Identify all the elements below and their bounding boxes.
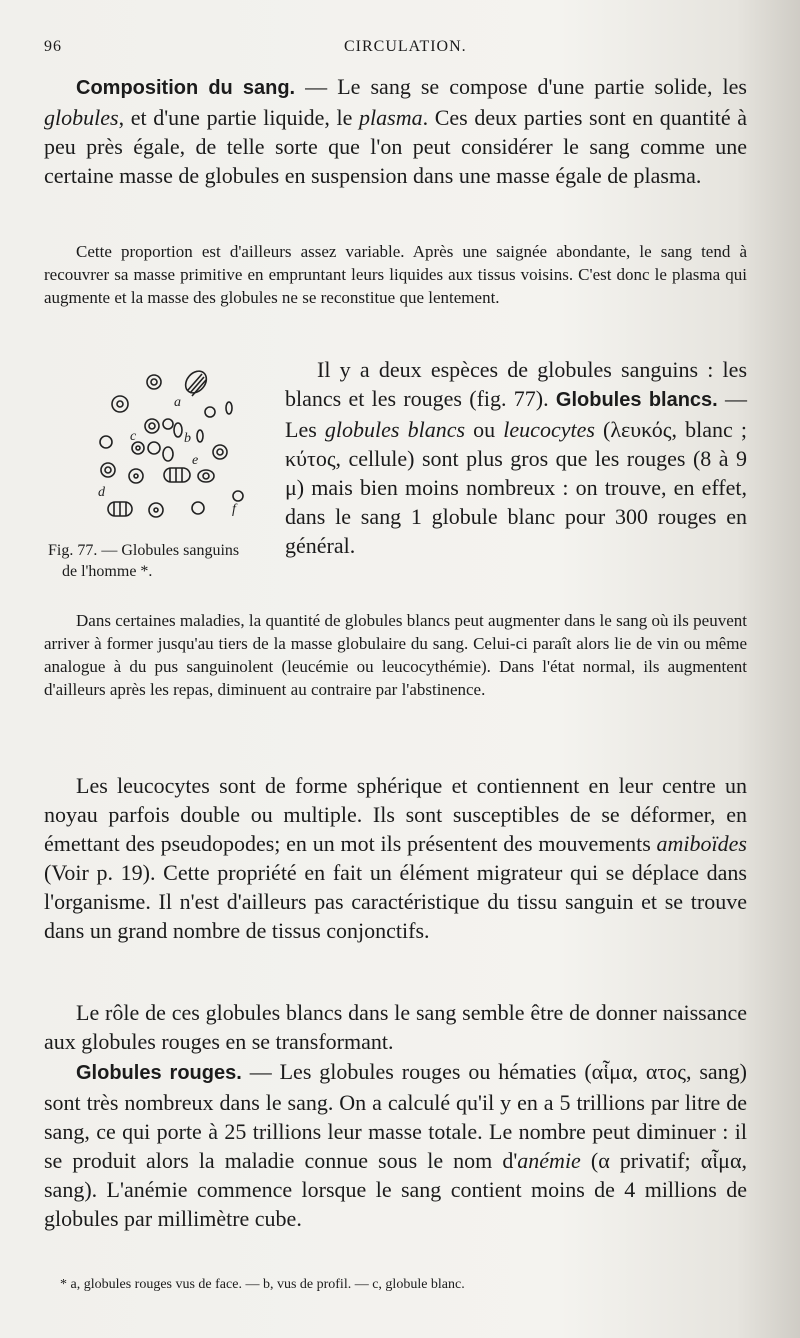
globules-rouges-heading: Globules rouges. [76, 1062, 242, 1084]
figure-label-d: d [98, 485, 105, 500]
section-title: CIRCULATION. [344, 38, 467, 55]
figure-label-c: c [130, 429, 137, 444]
role-paragraph: Le rôle de ces globules blancs dans le sang semble être de donner naissance aux globules rouges en se transformant. [44, 1000, 747, 1054]
figure-label-f: f [232, 502, 236, 517]
figure-caption: Fig. 77. — Globules sanguins de l'homme *. [48, 542, 240, 580]
maladies-note: Dans certaines maladies, la quantité de globules blancs peut augmenter dans le sang où ils peuvent arriver à former jusqu'au tiers de la masse globulaire du sang. Celui-ci paraît alors lie de vin ou même analogue à du pus sanguinolent (leucémie ou leucocythémie). Dans l'état normal, ils augmentent d'ailleurs après les repas, diminuent au contraire par l'abstinence. [44, 611, 747, 699]
running-head [44, 38, 756, 62]
blood-cells-illustration [84, 368, 254, 528]
leucocytes-paragraph: Les leucocytes sont de forme sphérique et contiennent en leur centre un noyau parfois double ou multiple. Ils sont susceptibles de se déformer, en émettant des pseudopodes; en un mot ils présentent des mouvements amiboïdes (Voir p. 19). Cette propriété en fait un élément migrateur qui se déplace dans l'organisme. Il n'est d'ailleurs pas caractéristique du tissu sanguin et se trouve dans un grand nombre de tissus conjonctifs. [44, 773, 747, 943]
page-number: 96 [44, 38, 62, 55]
footnote: * a, globules rouges vus de face. — b, vus de profil. — c, globule blanc. [60, 1277, 465, 1292]
figure-77 [44, 360, 284, 590]
figure-label-e: e [192, 453, 199, 468]
globules-blancs-heading: Globules blancs. [555, 389, 718, 411]
figure-label-a: a [174, 395, 181, 410]
composition-heading: Composition du sang. [76, 77, 296, 99]
globules-rouges-paragraph: Globules rouges. — Les globules rouges ou hématies (αἷμα, ατος, sang) sont très nombreux dans le sang. On a calculé qu'il y en a 5 trillions par litre de sang, ce qui porte à 25 trillions leur masse totale. Le nombre peut diminuer : il se produit alors la maladie connue sous le nom d'anémie (α privatif; αἷμα, sang). L'anémie commence lorsque le sang contient moins de 4 millions de globules par millimètre cube. [44, 1059, 748, 1231]
composition-paragraph: Composition du sang. — Le sang se compose d'une partie solide, les globules, et d'une partie liquide, le plasma. Ces deux parties sont en quantité à peu près égale, de telle sorte que l'on peut considérer le sang comme une certaine masse de globules en suspension dans une masse égale de plasma. [44, 74, 747, 188]
globules-intro-paragraph: Il y a deux espèces de globules sanguins : les blancs et les rouges (fig. 77). Globules blancs. — Les globules blancs ou leucocytes (λευκός, blanc ; κύτος, cellule) sont plus gros que les rouges (8 à 9 μ) mais bien moins nombreux : on trouve, en effet, dans le sang 1 globule blanc pour 300 rouges en général. [285, 357, 748, 558]
proportion-note: Cette proportion est d'ailleurs assez variable. Après une saignée abondante, le sang tend à recouvrer sa masse primitive en empruntant leurs liquides aux tissus voisins. C'est donc le plasma qui augmente et la masse des globules ne se reconstitue que lentement. [44, 242, 747, 307]
figure-label-b: b [184, 431, 191, 446]
